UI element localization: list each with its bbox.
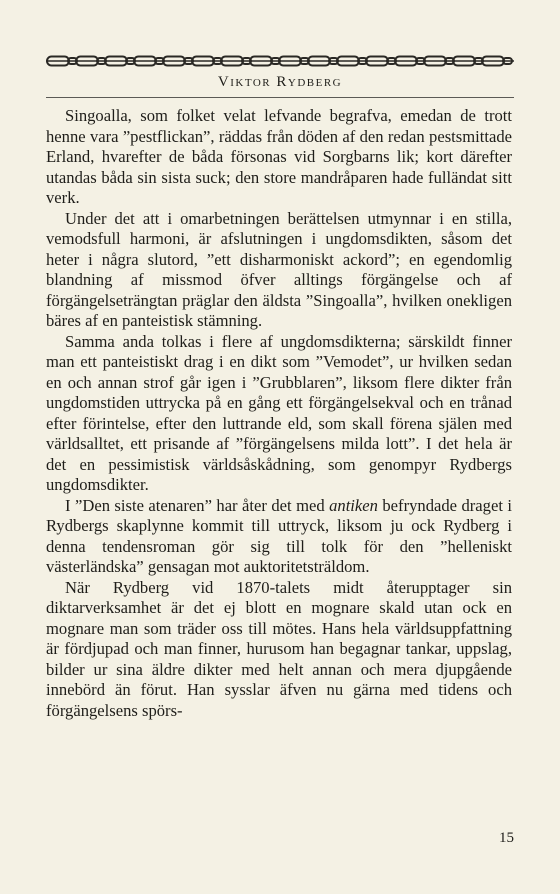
paragraph-3: Samma anda tolkas i flere af ungdomsdikterna; särskildt finner man ett panteistiskt drag i en dikt som ”Vemodet”, ur hvilken sedan en och annan strof går igen i ”Grubblaren”, liksom flere dikter från ungdomstiden uttrycka på en gång ett förgängelsekval och en trånad efter förintelse, efter den luttrande eld, som skall förena själen med världsalltet, ett prisande af ”förgängelsens milda lott”. I det hela är det en pessimistisk världsåskådning, som genompyr Rydbergs ungdomsdikter. [46,331,512,494]
decorative-chain-border [46,55,514,67]
paragraph-1: Singoalla, som folket velat lefvande begrafva, emedan de trott henne vara ”pestflickan”, räddas från döden af den redan pestsmittade Erland, hvarefter de båda försonas vid Sorgbarns lik; kort därefter utandas båda sin sista suck; den store mandråparen hade fulländat sitt verk. [46,106,512,207]
paragraph-4-text-start: I ”Den siste atenaren” har åter det med [65,495,330,515]
paragraph-2: Under det att i omarbetningen berättelsen utmynnar i en stilla, vemodsfull harmoni, är afslutningen i ungdomsdikten, såsom det heter i några slutord, ”ett disharmoniskt ackord”; en egendomlig blandning af missmod öfver alltings förgängelse och af förgängelseträngtan präglar den äldsta ”Singoalla”, hvilken onekligen bäres af en panteistisk stämning. [46,208,512,330]
paragraph-4 [46,496,512,578]
italic-emphasis: antiken [329,495,378,515]
page-number: 15 [499,830,514,846]
running-head-title: Viktor Rydberg [217,74,343,90]
header-rule [46,97,514,98]
paragraph-4-text-end: befryndade draget i Rydbergs skaplynne kommit till uttryck, liksom ju ock Rydberg i denna tendensroman gör sig till tolk för den ”helleniskt västerländska” gensagan mot auktoritetsträldom. [46,495,512,576]
paragraph-5: När Rydberg vid 1870-talets midt återupptager sin diktarverksamhet är det ej blott en mognare skald utan ock en mognare man som träder oss till mötes. Hans hela världsuppfattning är fördjupad och man finner, hurusom han begagnar tankar, uppslag, bilder ur sina äldre dikter med helt annan och mera djupgående innebörd än förut. Han sysslar äfven nu gärna med tidens och förgängelsens spörs- [46,577,512,720]
body-text [46,106,512,721]
